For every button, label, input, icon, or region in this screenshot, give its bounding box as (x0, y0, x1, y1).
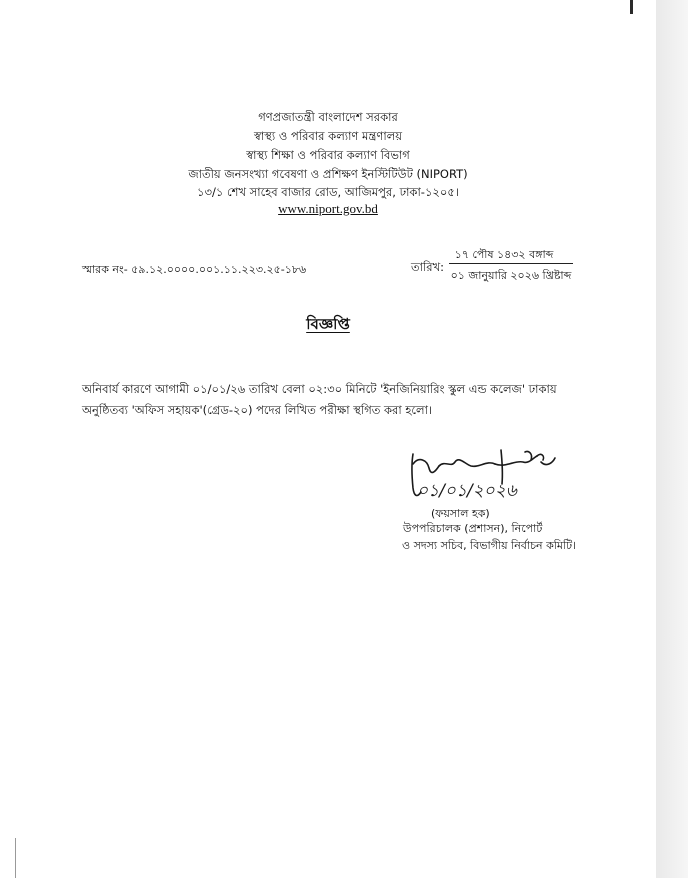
signatory-designation: উপপরিচালক (প্রশাসন), নিপোর্ট (403, 522, 543, 535)
signatory-role: ও সদস্য সচিব, বিভাগীয় নির্বাচন কমিটি। (402, 539, 577, 552)
memo-number: স্মারক নং- ৫৯.১২.০০০০.০০১.১১.২২৩.২৫-১৮৬ (82, 263, 307, 276)
date-bengali: ১৭ পৌষ ১৪৩২ বঙ্গাব্দ (454, 248, 554, 261)
handwritten-signature (405, 446, 605, 512)
scan-margin-line (15, 838, 16, 878)
website-link[interactable]: www.niport.gov.bd (278, 201, 378, 216)
date-label: তারিখ: (411, 260, 445, 274)
notice-title-wrap (0, 313, 656, 338)
government-name: গণপ্রজাতন্ত্রী বাংলাদেশ সরকার (258, 110, 398, 124)
signatory-name: (ফয়সাল হক) (431, 507, 490, 520)
page-shadow-edge (656, 0, 688, 878)
institute-address: ১৩/১ শেখ সাহেব বাজার রোড, আজিমপুর, ঢাকা-১২০৫। (197, 185, 459, 199)
date-divider (449, 263, 573, 264)
division-name: স্বাস্থ্য শিক্ষা ও পরিবার কল্যাণ বিভাগ (246, 148, 410, 162)
notice-body-line-2: অনুষ্ঠিতব্য 'অফিস সহায়ক'(গ্রেড-২০) পদের লিখিত পরীক্ষা স্থগিত করা হলো। (82, 403, 433, 417)
notice-title: বিজ্ঞপ্তি (306, 315, 350, 333)
ministry-name: স্বাস্থ্য ও পরিবার কল্যাণ মন্ত্রণালয় (253, 129, 403, 143)
date-gregorian: ০১ জানুয়ারি ২০২৬ খ্রিষ্টাব্দ (450, 269, 572, 282)
institute-name: জাতীয় জনসংখ্যা গবেষণা ও প্রশিক্ষণ ইনস্টিটিউট (NIPORT) (188, 167, 468, 181)
notice-body-line-1: অনিবার্য কারণে আগামী ০১/০১/২৬ তারিখ বেলা ০২:৩০ মিনিটে 'ইনজিনিয়ারিং স্কুল এন্ড কলেজ' ঢাকায় (82, 382, 557, 396)
signature-date: ০১/০১/২০২৬ (417, 481, 517, 501)
scan-edge-mark (630, 0, 633, 14)
